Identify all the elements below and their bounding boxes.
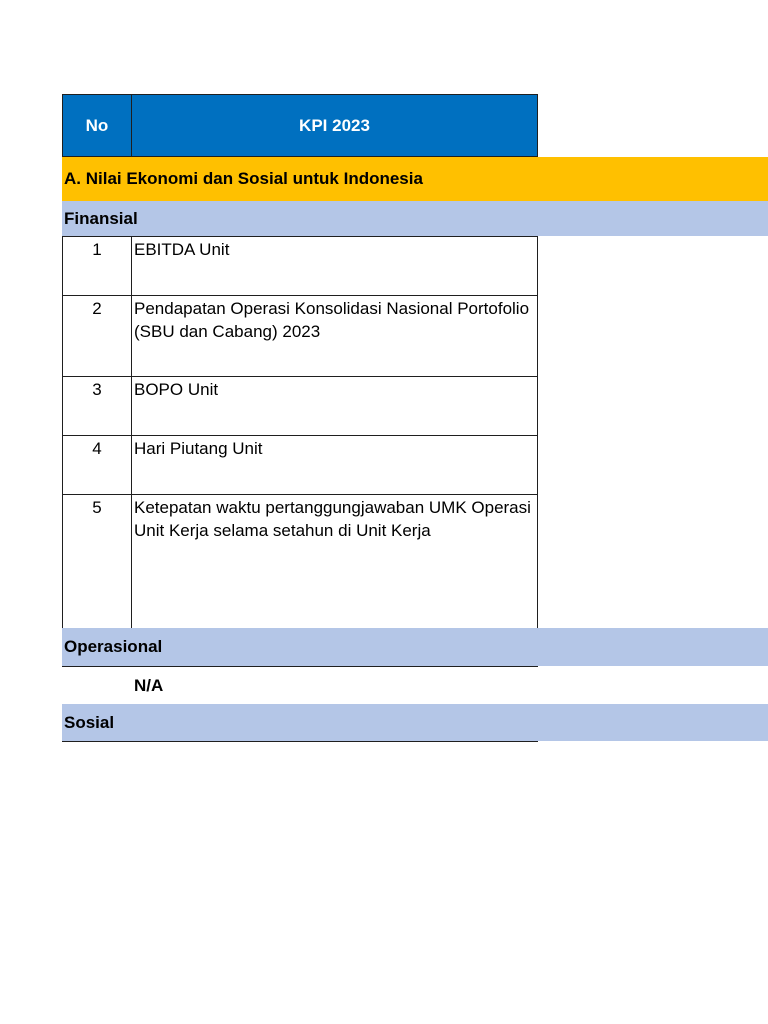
header-kpi: KPI 2023 [299,115,370,135]
category-finansial: Finansial [62,201,768,236]
row-1-no: 1 [92,240,102,259]
category-sosial: Sosial [62,704,768,741]
category-operasional: Operasional [62,628,768,666]
row-divider [62,494,538,495]
row-4-kpi: Hari Piutang Unit [134,439,263,458]
column-divider [537,236,538,628]
row-1-kpi: EBITDA Unit [134,240,230,259]
row-5-no: 5 [92,498,102,517]
row-3-kpi: BOPO Unit [134,380,219,399]
header-no: No [63,95,132,156]
row-divider [62,741,538,742]
row-2-kpi: Pendapatan Operasi Konsolidasi Nasional Portofolio (SBU dan Cabang) 2023 [134,299,530,341]
row-divider [62,666,538,667]
column-divider [131,236,132,628]
row-2-no: 2 [92,299,102,318]
row-divider [62,376,538,377]
column-divider [62,236,63,628]
row-5-kpi: Ketepatan waktu pertanggungjawaban UMK Operasi Unit Kerja selama setahun di Unit Kerja [134,498,531,540]
row-divider [62,435,538,436]
row-divider [62,236,538,237]
operasional-value: N/A [134,676,164,695]
row-4-no: 4 [92,439,102,458]
section-a-title: A. Nilai Ekonomi dan Sosial untuk Indonesia [62,157,768,201]
row-divider [62,295,538,296]
table-header [62,94,538,157]
row-3-no: 3 [92,380,102,399]
